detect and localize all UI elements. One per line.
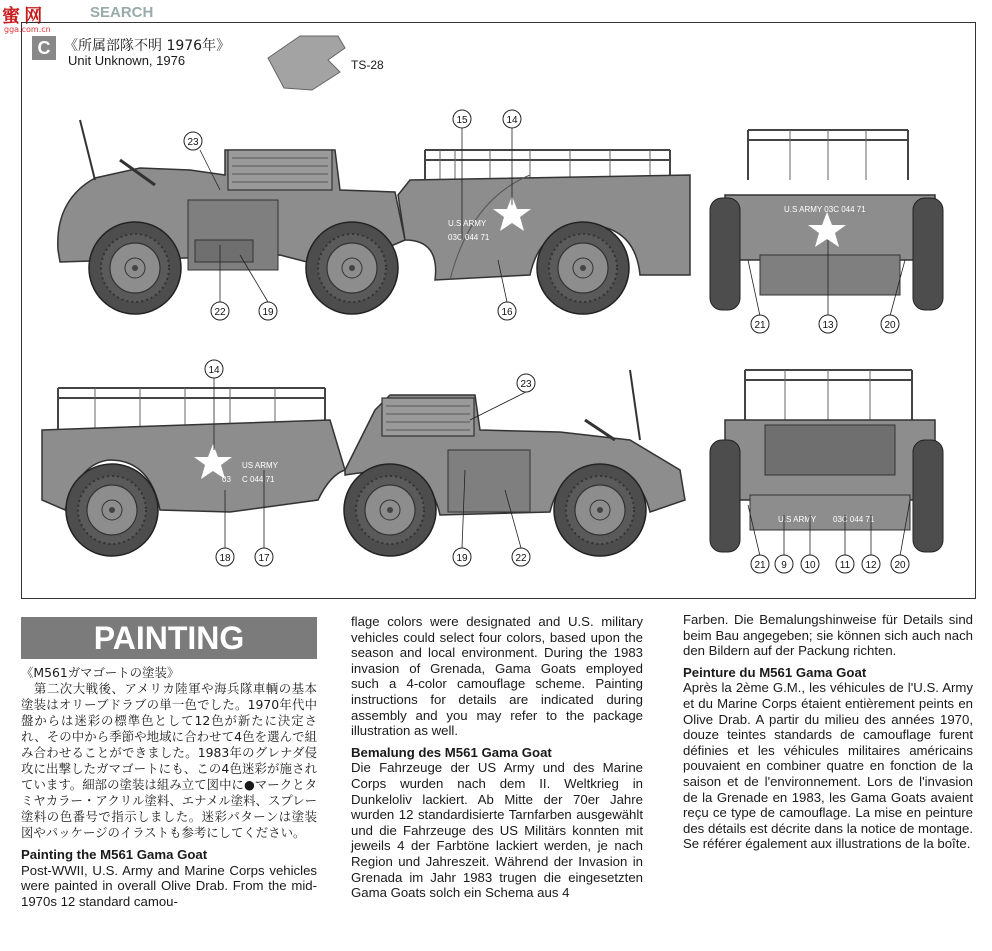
callout-14-top: 14 — [506, 115, 518, 126]
text-column-1 — [21, 665, 317, 909]
jp-heading: 《M561ガマゴートの塗装》 — [21, 665, 180, 680]
caption-english: Unit Unknown, 1976 — [68, 53, 186, 68]
caption-japanese: 《所属部隊不明 1976年》 — [64, 38, 231, 54]
de-body-part-2: Farben. Die Bemalungshinweise für Details sind beim Bau angegeben; sie können sich auch nach den Bildern auf der Packung richten. — [683, 612, 973, 659]
callout-17: 17 — [258, 553, 270, 564]
callout-12: 12 — [865, 560, 877, 571]
callout-22-top: 22 — [214, 307, 226, 318]
callout-22-bottom: 22 — [515, 553, 527, 564]
callout-20-rear: 20 — [894, 560, 906, 571]
callout-21-rear: 21 — [754, 560, 766, 571]
de-body-part-1: Die Fahrzeuge der US Army und des Marine Corps wurden nach dem II. Weltkrieg in Dunkeloliv lackiert. Ab Mitte der 70er Jahre wurden 12 standardisierte Tarnfarben ausgewählt und die Fahrzeuge des US Militärs konnten mit jeweils 4 der Farbtöne lackiert werden, je nach Region und Jahreszeit. Während der Invasion in Grenada im Jahr 1983 trugen die eingesetzten Gama Goats solch ein Schema aus 4 — [351, 760, 643, 901]
front-view — [710, 130, 943, 310]
callout-20-front: 20 — [884, 320, 896, 331]
svg-text:US ARMY: US ARMY — [242, 461, 279, 470]
callout-11: 11 — [839, 560, 851, 571]
callout-16: 16 — [501, 307, 513, 318]
en-body-part-2: flage colors were designated and U.S. military vehicles could select four colors, based upon the season and local environment. During the 1983 invasion of Grenada, Gama Goats employed such a 4-color camouflage scheme. Painting instructions for details are indicated during assembly and you may refer to the package illustration as well. — [351, 614, 643, 739]
side-view-right — [58, 120, 690, 314]
fr-heading: Peinture du M561 Gama Goat — [683, 664, 867, 680]
de-heading: Bemalung des M561 Gama Goat — [351, 744, 552, 760]
search-link[interactable]: SEARCH — [90, 4, 154, 21]
text-column-2 — [351, 614, 643, 901]
rear-view — [710, 370, 943, 552]
callout-14-bottom: 14 — [208, 365, 220, 376]
callout-15: 15 — [456, 115, 468, 126]
svg-text:C 044 71: C 044 71 — [242, 475, 275, 484]
callout-10: 10 — [804, 560, 816, 571]
svg-text:U.S ARMY: U.S ARMY — [448, 219, 487, 228]
fr-body: Après la 2ème G.M., les véhicules de l'U.S. Army et du Marine Corps étaient entièrement peints en Olive Drab. A partir du milieu des années 1970, douze teintes standards de camouflage furent définies et les véhicules militaires américains pouvaient en combiner quatre en fonction de la saison et de l'environnement. Lors de l'invasion de la Grenade en 1983, les Gama Goats avaient reçu ce type de camouflage. La mise en peinture des détails est décrite dans la notice de montage. Se référer également aux illustrations de la boîte. — [683, 680, 973, 852]
side-view-left — [42, 370, 685, 556]
svg-text:U.S ARMY: U.S ARMY — [778, 515, 817, 524]
callout-21-front: 21 — [754, 320, 766, 331]
site-logo[interactable]: 蜜 网 — [2, 6, 42, 27]
text-column-3 — [683, 612, 973, 852]
callout-18: 18 — [219, 553, 231, 564]
paint-swatch — [268, 36, 345, 90]
callout-9: 9 — [781, 560, 787, 571]
jp-body: 第二次大戦後、アメリカ陸軍や海兵隊車輌の基本塗装はオリーブドラブの単一色でした。1970年代中盤からは迷彩の標準色として12色が新たに決定され、その中から季節や地域に合わせて4色を選んで組み合わせることができました。1983年のグレナダ侵攻に出撃したガマゴートにも、この4色迷彩が施されています。細部の塗装は組み立て図中に●マークとタミヤカラー・アクリル塗料、エナメル塗料、スプレー塗料の色番号で指示しました。迷彩パターンは塗装図やパッケージのイラストも参考にしてください。 — [21, 681, 318, 840]
callout-19-bottom: 19 — [456, 553, 468, 564]
en-body-part-1: Post-WWII, U.S. Army and Marine Corps vehicles were painted in overall Olive Drab. From the mid-1970s 12 standard camou- — [21, 862, 317, 909]
callout-23-bottom: 23 — [520, 379, 532, 390]
paint-code-label: TS-28 — [351, 58, 384, 72]
svg-text:03C 044 71: 03C 044 71 — [833, 515, 875, 524]
en-heading: Painting the M561 Gama Goat — [21, 847, 208, 862]
svg-text:03C 044 71: 03C 044 71 — [448, 233, 490, 242]
scheme-badge: C — [32, 36, 56, 60]
callout-19-top: 19 — [262, 307, 274, 318]
callout-13: 13 — [822, 320, 834, 331]
svg-text:U.S ARMY 03C 044 71: U.S ARMY 03C 044 71 — [784, 205, 866, 214]
callout-23-top: 23 — [187, 137, 199, 148]
site-url: gga.com.cn — [4, 25, 51, 34]
section-title: PAINTING — [21, 617, 317, 659]
svg-text:03: 03 — [222, 475, 231, 484]
